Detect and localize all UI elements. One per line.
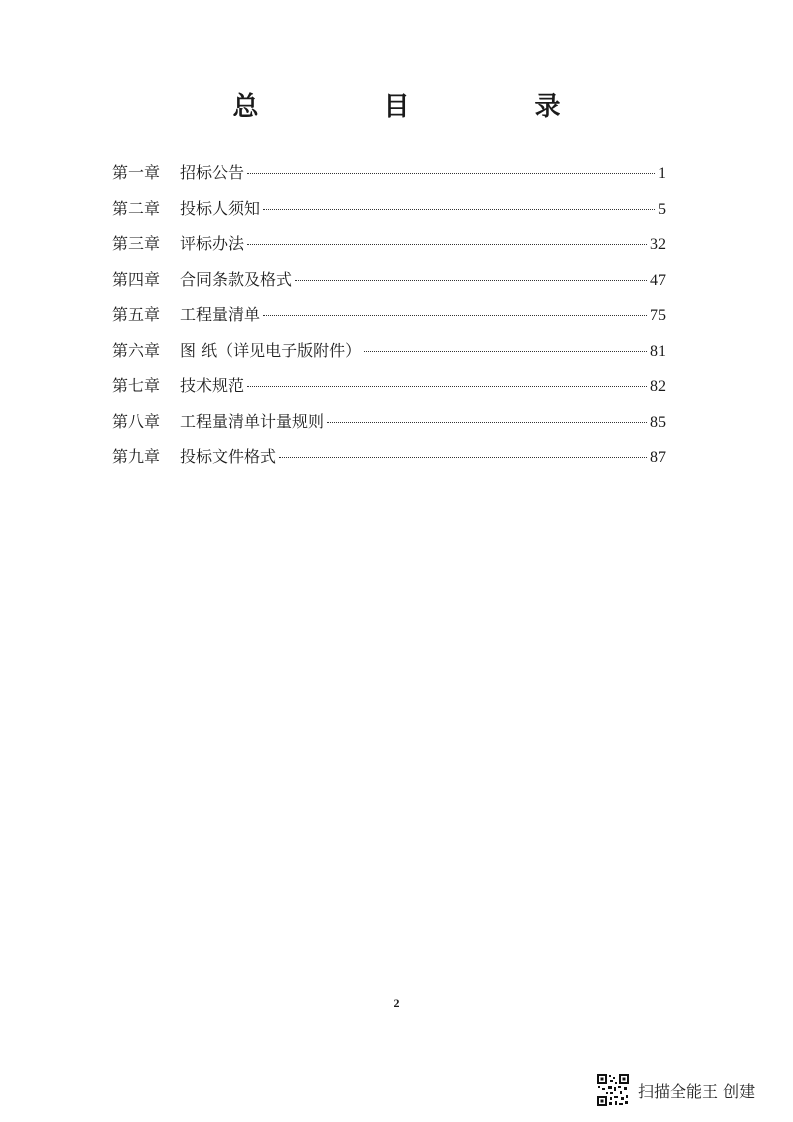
- toc-chapter: 第二章: [112, 198, 161, 218]
- toc-entry[interactable]: [112, 231, 666, 267]
- toc-title: 评标办法: [180, 234, 245, 253]
- toc-title: 投标文件格式: [180, 447, 277, 466]
- toc-page-number: 81: [650, 342, 666, 360]
- toc-chapter: 第一章: [112, 163, 161, 182]
- toc-title: 合同条款及格式: [180, 269, 293, 289]
- toc-entry[interactable]: [112, 338, 666, 374]
- toc-title: 工程量清单计量规则: [180, 411, 325, 431]
- toc-page-number: 5: [658, 200, 666, 218]
- toc-chapter: 第七章: [112, 376, 161, 395]
- toc-chapter: 第四章: [112, 269, 161, 289]
- toc-title: 招标公告: [180, 163, 245, 182]
- toc-title: 投标人须知: [180, 198, 261, 218]
- toc-chapter: 第八章: [112, 411, 161, 431]
- toc-title: 图 纸（详见电子版附件）: [180, 340, 362, 360]
- toc-leader-dots: [263, 315, 647, 316]
- toc-leader-dots: [247, 173, 655, 174]
- toc-page-number: 47: [650, 271, 666, 289]
- toc-chapter: 第六章: [112, 340, 161, 360]
- toc-page-number: 87: [650, 449, 666, 466]
- toc-entry[interactable]: [112, 444, 666, 480]
- toc-leader-dots: [279, 457, 647, 458]
- toc-leader-dots: [247, 386, 647, 387]
- toc-chapter: 第五章: [112, 305, 161, 324]
- toc-entry[interactable]: [112, 196, 666, 232]
- toc-page-number: 82: [650, 378, 666, 395]
- toc-entry[interactable]: [112, 409, 666, 445]
- toc-chapter: 第三章: [112, 234, 161, 253]
- toc-page-number: 1: [658, 165, 666, 182]
- toc-page-number: 32: [650, 236, 666, 253]
- toc-chapter: 第九章: [112, 447, 161, 466]
- toc-entry[interactable]: [112, 160, 666, 196]
- toc-page-number: 85: [650, 413, 666, 431]
- toc-entry[interactable]: [112, 267, 666, 303]
- toc-leader-dots: [295, 280, 647, 281]
- watermark-text: 扫描全能王 创建: [638, 1081, 756, 1101]
- toc-title: 工程量清单: [180, 305, 261, 324]
- toc-entry[interactable]: [112, 302, 666, 338]
- toc-leader-dots: [364, 351, 647, 352]
- toc-leader-dots: [327, 422, 647, 423]
- toc-leader-dots: [263, 209, 655, 210]
- scanner-watermark: [596, 1073, 755, 1107]
- toc-leader-dots: [247, 244, 647, 245]
- toc-title: 技术规范: [180, 376, 245, 395]
- table-of-contents: [112, 160, 666, 480]
- page-title: 总 目 录: [232, 92, 619, 122]
- toc-page-number: 75: [650, 307, 666, 324]
- toc-entry[interactable]: [112, 373, 666, 409]
- page-number: 2: [393, 996, 400, 1010]
- qr-code-icon: [596, 1073, 630, 1107]
